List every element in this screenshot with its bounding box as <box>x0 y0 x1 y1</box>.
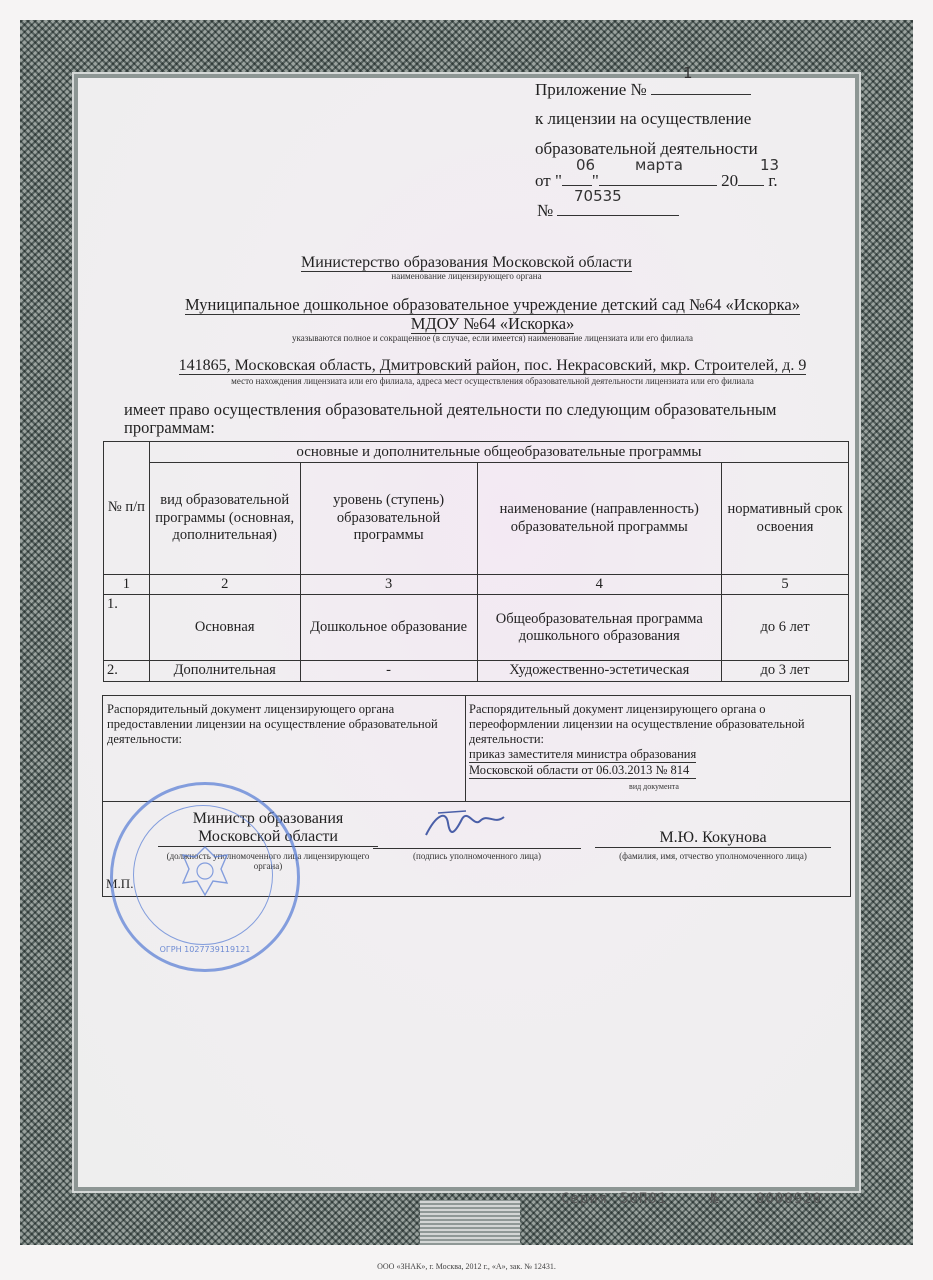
row-name: Художественно-эстетическая <box>477 661 722 681</box>
signatory-position-caption: (должность уполномоченного лица лицензирующего органа) <box>166 851 370 871</box>
signatory-position: Министр образования Московской области <box>158 810 378 847</box>
licensee-full-name: Муниципальное дошкольное образовательное учреждение детский сад №64 «Искорка» <box>185 295 800 314</box>
number-value: 0000920 <box>756 1191 823 1207</box>
date-month: марта <box>635 156 683 174</box>
date-year: 13 <box>760 156 780 174</box>
licensee-caption: указываются полное и сокращенное (в случае, если имеется) наименование лицензиата или его филиала <box>292 333 693 343</box>
licensee-short-name: МДОУ №64 «Искорка» <box>410 314 575 333</box>
table-col-header-row <box>104 463 849 575</box>
row-num: 1. <box>104 595 150 661</box>
group-header: основные и дополнительные общеобразовательные программы <box>149 442 848 463</box>
col-number: 4 <box>477 575 722 595</box>
intro-text: имеет право осуществления образовательной деятельности по следующим образовательным программам: <box>124 400 777 437</box>
appendix-line3: образовательной деятельности <box>535 139 758 158</box>
col-number: 1 <box>104 575 150 595</box>
signature-mark <box>418 805 508 845</box>
row-kind: Дополнительная <box>149 661 300 681</box>
table-row <box>104 661 849 681</box>
table-col-number-row <box>104 575 849 595</box>
date-day: 06 <box>576 156 596 174</box>
grant-document-text: Распорядительный документ лицензирующего органа предоставлении лицензии на осуществление образовательной деятельности: <box>107 702 438 746</box>
reissue-document-intro: Распорядительный документ лицензирующего органа о переоформлении лицензии на осуществление образовательной деятельности: <box>469 702 805 746</box>
reissue-document-line2: Московской области от 06.03.2013 № 814 <box>469 763 696 779</box>
signatory-name-caption: (фамилия, имя, отчество уполномоченного лица) <box>619 851 807 861</box>
reissue-document-line1: приказ заместителя министра образования <box>469 747 697 761</box>
licensing-body-caption: наименование лицензирующего органа <box>391 271 542 281</box>
table-group-header-row <box>104 442 849 463</box>
col-header-name: наименование (направленность) образовательной программы <box>477 463 722 575</box>
official-stamp <box>110 782 300 972</box>
grant-document-cell <box>103 696 466 802</box>
licensing-body-name: Министерство образования Московской области <box>301 254 632 271</box>
col-header-num: № п/п <box>104 442 150 575</box>
col-number: 2 <box>149 575 300 595</box>
series-value: 50П01 <box>620 1191 668 1207</box>
row-kind: Основная <box>149 595 300 661</box>
seal-label: М.П. <box>106 876 134 891</box>
programs-table <box>103 441 849 682</box>
row-num: 2. <box>104 661 150 681</box>
stamp-ogrn: ОГРН 1027739119121 <box>159 945 251 954</box>
address-caption: место нахождения лицензиата или его филиала, адреса мест осуществления образовательной деятельности лицензиата или его филиала <box>231 376 754 386</box>
row-term: до 6 лет <box>722 595 849 661</box>
printer-info: ООО «ЗНАК», г. Москва, 2012 г., «А», зак. № 12431. <box>377 1262 556 1271</box>
row-name: Общеобразовательная программа дошкольного образования <box>477 595 722 661</box>
row-level: Дошкольное образование <box>300 595 477 661</box>
number-label: № <box>710 1191 720 1207</box>
coat-of-arms-icon <box>175 841 235 901</box>
reg-number: 70535 <box>574 187 622 205</box>
col-header-kind: вид образовательной программы (основная, дополнительная) <box>149 463 300 575</box>
col-number: 5 <box>722 575 849 595</box>
appendix-number: 1 <box>683 64 693 82</box>
table-row <box>104 595 849 661</box>
appendix-line2: к лицензии на осуществление <box>535 109 752 128</box>
bottom-ornament <box>420 1200 520 1245</box>
col-header-level: уровень (ступень) образовательной программы <box>300 463 477 575</box>
signatory-name: М.Ю. Кокунова <box>595 829 831 848</box>
signature-line <box>373 831 581 849</box>
col-number: 3 <box>300 575 477 595</box>
signature-caption: (подпись уполномоченного лица) <box>413 851 541 861</box>
appendix-date: от " " 20 г. <box>535 171 778 190</box>
reissue-document-cell <box>465 696 850 802</box>
appendix-reg: № <box>537 201 679 221</box>
reissue-document-caption: вид документа <box>629 782 679 791</box>
address-text: 141865, Московская область, Дмитровский район, пос. Некрасовский, мкр. Строителей, д. 9 <box>178 357 807 374</box>
series-label: Серия <box>561 1191 609 1207</box>
row-level: - <box>300 661 477 681</box>
appendix-title: Приложение № <box>535 80 751 100</box>
row-term: до 3 лет <box>722 661 849 681</box>
col-header-term: нормативный срок освоения <box>722 463 849 575</box>
